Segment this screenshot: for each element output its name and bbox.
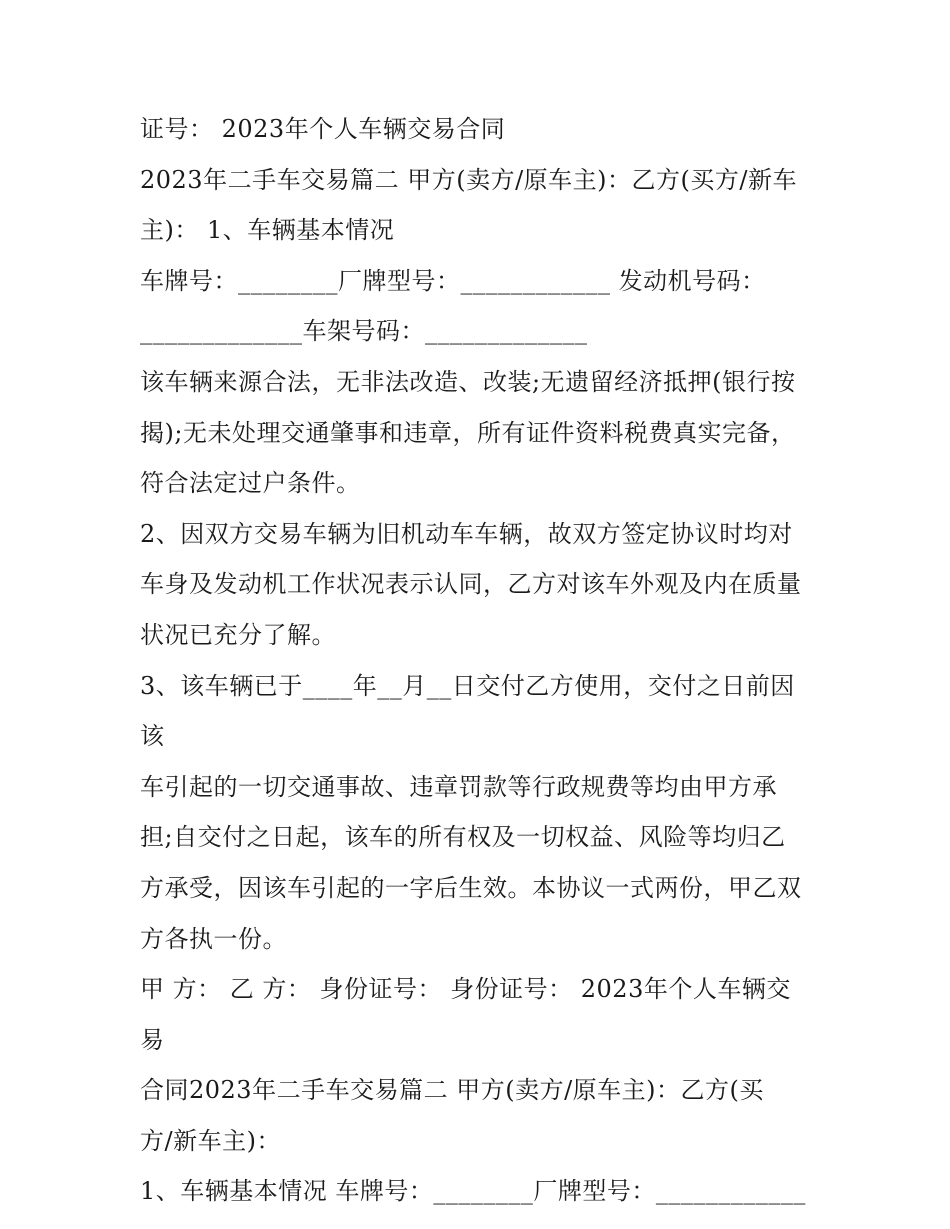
text-line-5: _____________车架号码：_____________ xyxy=(140,317,588,346)
text-line-19: 方/新车主)： xyxy=(140,1126,281,1155)
contract-text xyxy=(140,104,812,1217)
text-line-20: 1、车辆基本情况 车牌号：________厂牌型号：____________ xyxy=(140,1177,806,1206)
text-line-2: 2023年二手车交易篇二 甲方(卖方/原车主)：乙方(买方/新车 xyxy=(140,165,797,194)
text-line-3: 主)： 1、车辆基本情况 xyxy=(140,216,395,245)
text-line-17: 甲 方： 乙 方： 身份证号： 身份证号： 2023年个人车辆交易 xyxy=(140,975,791,1054)
text-line-11: 状况已充分了解。 xyxy=(140,620,336,649)
text-line-8: 符合法定过户条件。 xyxy=(140,469,361,498)
text-line-16: 方各执一份。 xyxy=(140,924,287,953)
text-line-10: 车身及发动机工作状况表示认同，乙方对该车外观及内在质量 xyxy=(140,570,802,599)
text-line-1: 证号： 2023年个人车辆交易合同 xyxy=(140,115,506,143)
text-line-9: 2、因双方交易车辆为旧机动车车辆，故双方签定协议时均对 xyxy=(140,519,793,548)
text-line-15: 方承受，因该车引起的一字后生效。本协议一式两份，甲乙双 xyxy=(140,873,802,902)
text-line-4: 车牌号：________厂牌型号：____________ 发动机号码： xyxy=(140,266,766,295)
text-line-13: 车引起的一切交通事故、违章罚款等行政规费等均由甲方承 xyxy=(140,772,777,801)
text-line-6: 该车辆来源合法，无非法改造、改装;无遗留经济抵押(银行按 xyxy=(140,367,796,396)
text-line-14: 担;自交付之日起，该车的所有权及一切权益、风险等均归乙 xyxy=(140,823,786,852)
text-line-12: 3、该车辆已于____年__月__日交付乙方使用，交付之日前因该 xyxy=(140,671,795,751)
text-line-18: 合同2023年二手车交易篇二 甲方(卖方/原车主)：乙方(买 xyxy=(140,1076,764,1105)
text-line-7: 揭);无未处理交通肇事和违章，所有证件资料税费真实完备， xyxy=(140,418,796,447)
